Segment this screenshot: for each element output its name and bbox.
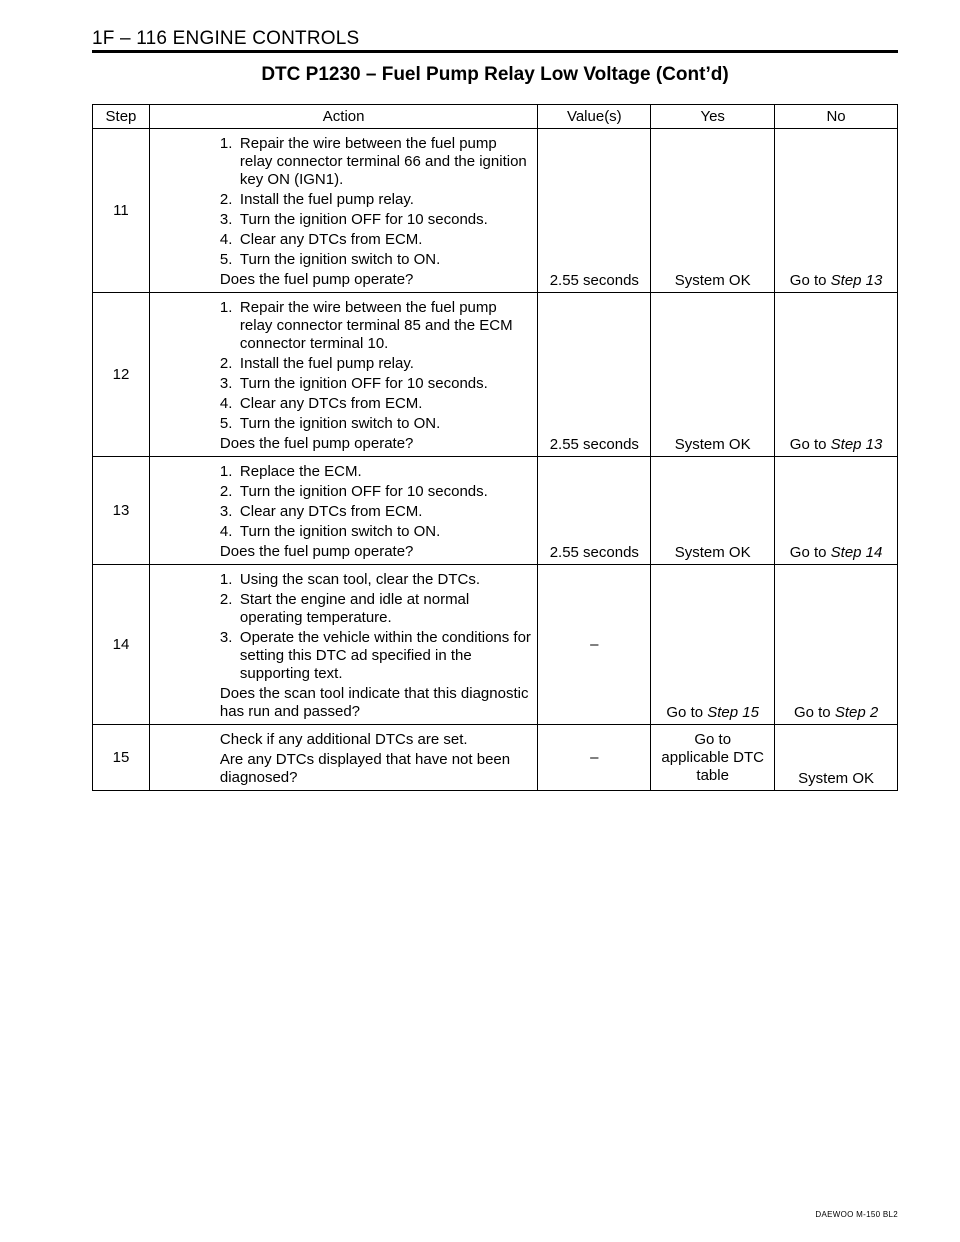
no-cell: Go to Step 13 bbox=[775, 293, 898, 457]
page-header: 1F – 116 ENGINE CONTROLS bbox=[92, 28, 360, 49]
action-question: Does the fuel pump operate? bbox=[219, 435, 414, 452]
list-item: 3. Turn the ignition OFF for 10 seconds. bbox=[219, 375, 488, 392]
step-number: 11 bbox=[93, 129, 150, 293]
footer-code: DAEWOO M-150 BL2 bbox=[815, 1210, 898, 1219]
no-cell: System OK bbox=[775, 725, 898, 791]
action-line: Check if any additional DTCs are set. bbox=[219, 731, 468, 748]
step-number: 15 bbox=[93, 725, 150, 791]
action-question: Does the fuel pump operate? bbox=[219, 271, 414, 288]
page-title: DTC P1230 – Fuel Pump Relay Low Voltage (Cont’d) bbox=[261, 64, 729, 85]
action-cell bbox=[149, 565, 537, 725]
list-item: 2. Install the fuel pump relay. bbox=[219, 355, 414, 372]
list-item: 1. Repair the wire between the fuel pump relay connector terminal 85 and the ECM connector terminal 10. bbox=[219, 299, 513, 352]
value-cell: 2.55 seconds bbox=[538, 129, 651, 293]
action-question: Does the scan tool indicate that this diagnostic has run and passed? bbox=[219, 685, 529, 720]
value-cell: 2.55 seconds bbox=[538, 293, 651, 457]
list-item: 3. Turn the ignition OFF for 10 seconds. bbox=[219, 211, 488, 228]
list-item: 2. Turn the ignition OFF for 10 seconds. bbox=[219, 483, 488, 500]
action-cell bbox=[149, 725, 537, 791]
list-item: 1. Using the scan tool, clear the DTCs. bbox=[219, 571, 481, 588]
table-row bbox=[93, 293, 898, 457]
list-item: 2. Start the engine and idle at normal operating temperature. bbox=[219, 591, 470, 626]
list-item: 1. Repair the wire between the fuel pump relay connector terminal 66 and the ignition key ON (IGN1). bbox=[219, 135, 527, 188]
no-cell: Go to Step 2 bbox=[775, 565, 898, 725]
table-row bbox=[93, 129, 898, 293]
column-header-values: Value(s) bbox=[538, 105, 651, 129]
table-header-row bbox=[93, 105, 898, 129]
table-row bbox=[93, 565, 898, 725]
no-cell: Go to Step 13 bbox=[775, 129, 898, 293]
yes-cell: System OK bbox=[651, 293, 775, 457]
value-cell: – bbox=[538, 725, 651, 791]
diagnostic-table bbox=[92, 104, 898, 791]
action-cell bbox=[149, 457, 537, 565]
step-reference-link: Step 14 bbox=[830, 544, 883, 561]
list-item: 3. Clear any DTCs from ECM. bbox=[219, 503, 423, 520]
list-item: 4. Clear any DTCs from ECM. bbox=[219, 231, 423, 248]
table-row bbox=[93, 457, 898, 565]
yes-cell: Go to applicable DTC table bbox=[651, 725, 775, 791]
list-item: 2. Install the fuel pump relay. bbox=[219, 191, 414, 208]
step-number: 12 bbox=[93, 293, 150, 457]
action-question: Are any DTCs displayed that have not been diagnosed? bbox=[219, 751, 511, 786]
action-cell bbox=[149, 129, 537, 293]
step-number: 13 bbox=[93, 457, 150, 565]
step-number: 14 bbox=[93, 565, 150, 725]
step-reference-link: Step 13 bbox=[830, 272, 883, 289]
column-header-step: Step bbox=[93, 105, 150, 129]
action-cell bbox=[149, 293, 537, 457]
value-cell: 2.55 seconds bbox=[538, 457, 651, 565]
header-rule bbox=[92, 50, 898, 53]
step-reference-link: Step 15 bbox=[707, 704, 759, 721]
table-row bbox=[93, 725, 898, 791]
list-item: 4. Turn the ignition switch to ON. bbox=[219, 523, 441, 540]
value-cell: – bbox=[538, 565, 651, 725]
action-question: Does the fuel pump operate? bbox=[219, 543, 414, 560]
step-reference-link: Step 13 bbox=[830, 436, 883, 453]
no-cell: Go to Step 14 bbox=[775, 457, 898, 565]
list-item: 3. Operate the vehicle within the conditions for setting this DTC ad specified in the supporting text. bbox=[219, 629, 531, 682]
column-header-no: No bbox=[775, 105, 898, 129]
column-header-yes: Yes bbox=[651, 105, 775, 129]
step-reference-link: Step 2 bbox=[834, 704, 879, 721]
yes-cell: System OK bbox=[651, 129, 775, 293]
yes-cell: Go to Step 15 bbox=[651, 565, 775, 725]
list-item: 5. Turn the ignition switch to ON. bbox=[219, 415, 441, 432]
list-item: 1. Replace the ECM. bbox=[219, 463, 362, 480]
list-item: 4. Clear any DTCs from ECM. bbox=[219, 395, 423, 412]
yes-cell: System OK bbox=[651, 457, 775, 565]
list-item: 5. Turn the ignition switch to ON. bbox=[219, 251, 441, 268]
column-header-action: Action bbox=[149, 105, 537, 129]
